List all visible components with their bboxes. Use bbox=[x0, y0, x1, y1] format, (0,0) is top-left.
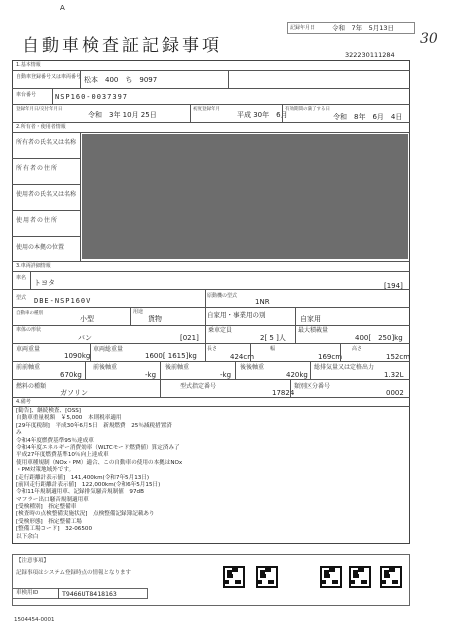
user-name-label: 使用者の氏名又は名称 bbox=[16, 191, 77, 198]
qr-code-2 bbox=[256, 566, 278, 588]
remark-line: 令和11年規制適用車、記録排気騒音規制値 97dB bbox=[16, 489, 144, 496]
redacted-owner-info bbox=[82, 134, 408, 259]
class-value: 0002 bbox=[386, 389, 404, 397]
use-label: 用途 bbox=[133, 309, 144, 315]
make-value: トヨタ bbox=[34, 279, 55, 287]
width-label: 幅 bbox=[270, 346, 276, 352]
displacement-value: 1.32L bbox=[384, 371, 404, 379]
f-axle-label: 前後軸重 bbox=[93, 364, 118, 371]
remark-line: 令和4年度燃費基準95％達成車 bbox=[16, 437, 94, 444]
remark-line: [整備工場コード] 32-06500 bbox=[16, 526, 93, 533]
record-date-label: 記録年月日 bbox=[290, 25, 316, 31]
class-label: 類別区分番号 bbox=[294, 383, 331, 390]
remarks-section-label: 4.備考 bbox=[16, 399, 31, 405]
qr-code-1 bbox=[223, 566, 245, 588]
remark-line: 平成27年度燃費基準10％向上達成車 bbox=[16, 452, 109, 459]
shape-code: [021] bbox=[180, 334, 199, 342]
remark-line: ・PM対策地域外です。 bbox=[16, 467, 75, 474]
first-year-label: 初度登録年月 bbox=[193, 107, 220, 112]
owner-name-label: 所有者の氏名又は名称 bbox=[16, 139, 77, 146]
notes-label: 【注意事項】 bbox=[16, 558, 50, 564]
document-number: 322230111284 bbox=[345, 51, 395, 59]
height-label: 高さ bbox=[352, 346, 363, 352]
max-load-value: 400[ 250]kg bbox=[355, 334, 403, 342]
record-date-value: 令和 7年 5月13日 bbox=[332, 24, 395, 32]
private-label: 自家用・事業用の別 bbox=[207, 311, 266, 319]
model-label: 型式 bbox=[16, 295, 27, 301]
shape-value: バン bbox=[78, 334, 92, 342]
owner-address-label: 所有者の住所 bbox=[16, 165, 59, 172]
remark-line: [勧告]、継続検査、[OSS] bbox=[16, 408, 81, 414]
remark-line: [走行距離計表示値] 141,400km(令和7年5月13日) bbox=[16, 474, 150, 481]
notes-text: 記録事項はシステム登録時点の情報となります bbox=[16, 570, 131, 576]
vehicle-type-value: 小型 bbox=[80, 315, 94, 323]
rf-axle-value: -kg bbox=[220, 371, 232, 379]
remark-line: 使用車種規制（NOx・PM）適合、この自動車の使用の本拠はNOx bbox=[16, 459, 183, 466]
qr-code-4 bbox=[349, 566, 371, 588]
chassis-value: NSP160-0037397 bbox=[55, 93, 129, 101]
engine-value: 1NR bbox=[255, 298, 270, 306]
expiry-label: 有効期間の満了する日 bbox=[285, 107, 330, 112]
chassis-label: 車台番号 bbox=[16, 92, 37, 98]
handwritten-number: 30 bbox=[420, 31, 438, 47]
remark-line: み bbox=[16, 430, 22, 437]
remarks-list bbox=[16, 409, 316, 542]
remark-line: [受検種別] 指定整備車 bbox=[16, 504, 77, 511]
vehicle-type-label: 自動車の種別 bbox=[16, 311, 43, 316]
fuel-label: 燃料の種類 bbox=[16, 383, 47, 390]
first-reg-label: 登録年月日/交付年月日 bbox=[16, 107, 63, 112]
gross-weight-value: 1600[ 1615]kg bbox=[145, 352, 197, 360]
remark-line: 以下余白 bbox=[16, 533, 39, 540]
engine-label: 原動機の型式 bbox=[207, 293, 238, 299]
id-label: 車検用ID bbox=[16, 590, 39, 596]
max-load-label: 最大積載量 bbox=[298, 327, 329, 334]
reg-number-label: 自動車登録番号又は車両番号 bbox=[16, 74, 82, 80]
length-label: 長さ bbox=[207, 346, 218, 352]
remark-line: 令和4年度エネルギー消費効率（WLTCモード燃費値）算定済み了 bbox=[16, 444, 180, 451]
qr-code-3 bbox=[320, 566, 342, 588]
remark-line: マフラー出口騒音規制適用車 bbox=[16, 496, 89, 503]
f-axle-value: -kg bbox=[145, 371, 157, 379]
vehicle-section-label: 3.車両詳細情報 bbox=[16, 263, 51, 269]
weight-label: 車両重量 bbox=[16, 346, 41, 353]
first-reg-value: 令和 3年 10月 25日 bbox=[88, 111, 157, 119]
rf-axle-label: 後前軸重 bbox=[165, 364, 190, 371]
owner-section-label: 2.所有者・使用者情報 bbox=[16, 124, 66, 130]
qr-code-5 bbox=[380, 566, 402, 588]
ff-axle-label: 前前軸重 bbox=[16, 364, 41, 371]
capacity-value: 2[ 5 ]人 bbox=[260, 334, 286, 342]
width-value: 169cm bbox=[318, 353, 343, 361]
make-label: 車名 bbox=[16, 275, 27, 281]
rr-axle-value: 420kg bbox=[286, 371, 308, 379]
fuel-value: ガソリン bbox=[60, 389, 88, 397]
model-value: DBE-NSP160V bbox=[34, 297, 92, 305]
id-value: T9466UT8418163 bbox=[62, 590, 117, 598]
remark-line: [検査時の点検整備実施状況] 点検整備記録簿記載あり bbox=[16, 511, 155, 518]
weight-value: 1090kg bbox=[64, 352, 91, 360]
corner-mark: A bbox=[60, 4, 65, 12]
gross-weight-label: 車両総重量 bbox=[93, 346, 124, 353]
private-value: 自家用 bbox=[300, 315, 321, 323]
use-value: 貨物 bbox=[148, 315, 162, 323]
ff-axle-value: 670kg bbox=[60, 371, 82, 379]
basic-section-label: 1.基本情報 bbox=[16, 62, 41, 68]
capacity-label: 乗車定員 bbox=[208, 327, 233, 334]
shape-label: 車体の形状 bbox=[16, 327, 42, 333]
rr-axle-label: 後後軸重 bbox=[240, 364, 265, 371]
length-value: 424cm bbox=[230, 353, 255, 361]
make-code: [194] bbox=[384, 282, 403, 290]
remark-line: [前回走行距離計表示値] 122,000km(令和6年5月15日) bbox=[16, 481, 161, 488]
remark-line: [29年度税制] 平成30年6月5日 新規燃費 25％減税措置済 bbox=[16, 422, 172, 429]
expiry-value: 令和 8年 6月 4日 bbox=[333, 113, 403, 121]
reg-number-value: 松本 400 ち 9097 bbox=[84, 76, 158, 84]
user-address-label: 使用者の住所 bbox=[16, 217, 59, 224]
base-location-label: 使用の本拠の位置 bbox=[16, 244, 65, 251]
cert-value: 17824 bbox=[272, 389, 295, 397]
cert-label: 型式指定番号 bbox=[180, 383, 217, 390]
document-title: 自動車検査証記録事項 bbox=[22, 36, 222, 56]
remark-line: [受検形態] 指定整備工場 bbox=[16, 518, 82, 525]
displacement-label: 総排気量又は定格出力 bbox=[314, 364, 375, 371]
remark-line: 自動車重量税額 ￥5,000 本則税率適用 bbox=[16, 415, 122, 422]
height-value: 152cm bbox=[386, 353, 411, 361]
footer-code: 1504454-0001 bbox=[14, 617, 55, 623]
first-year-value: 平成 30年 6月 bbox=[237, 111, 288, 119]
